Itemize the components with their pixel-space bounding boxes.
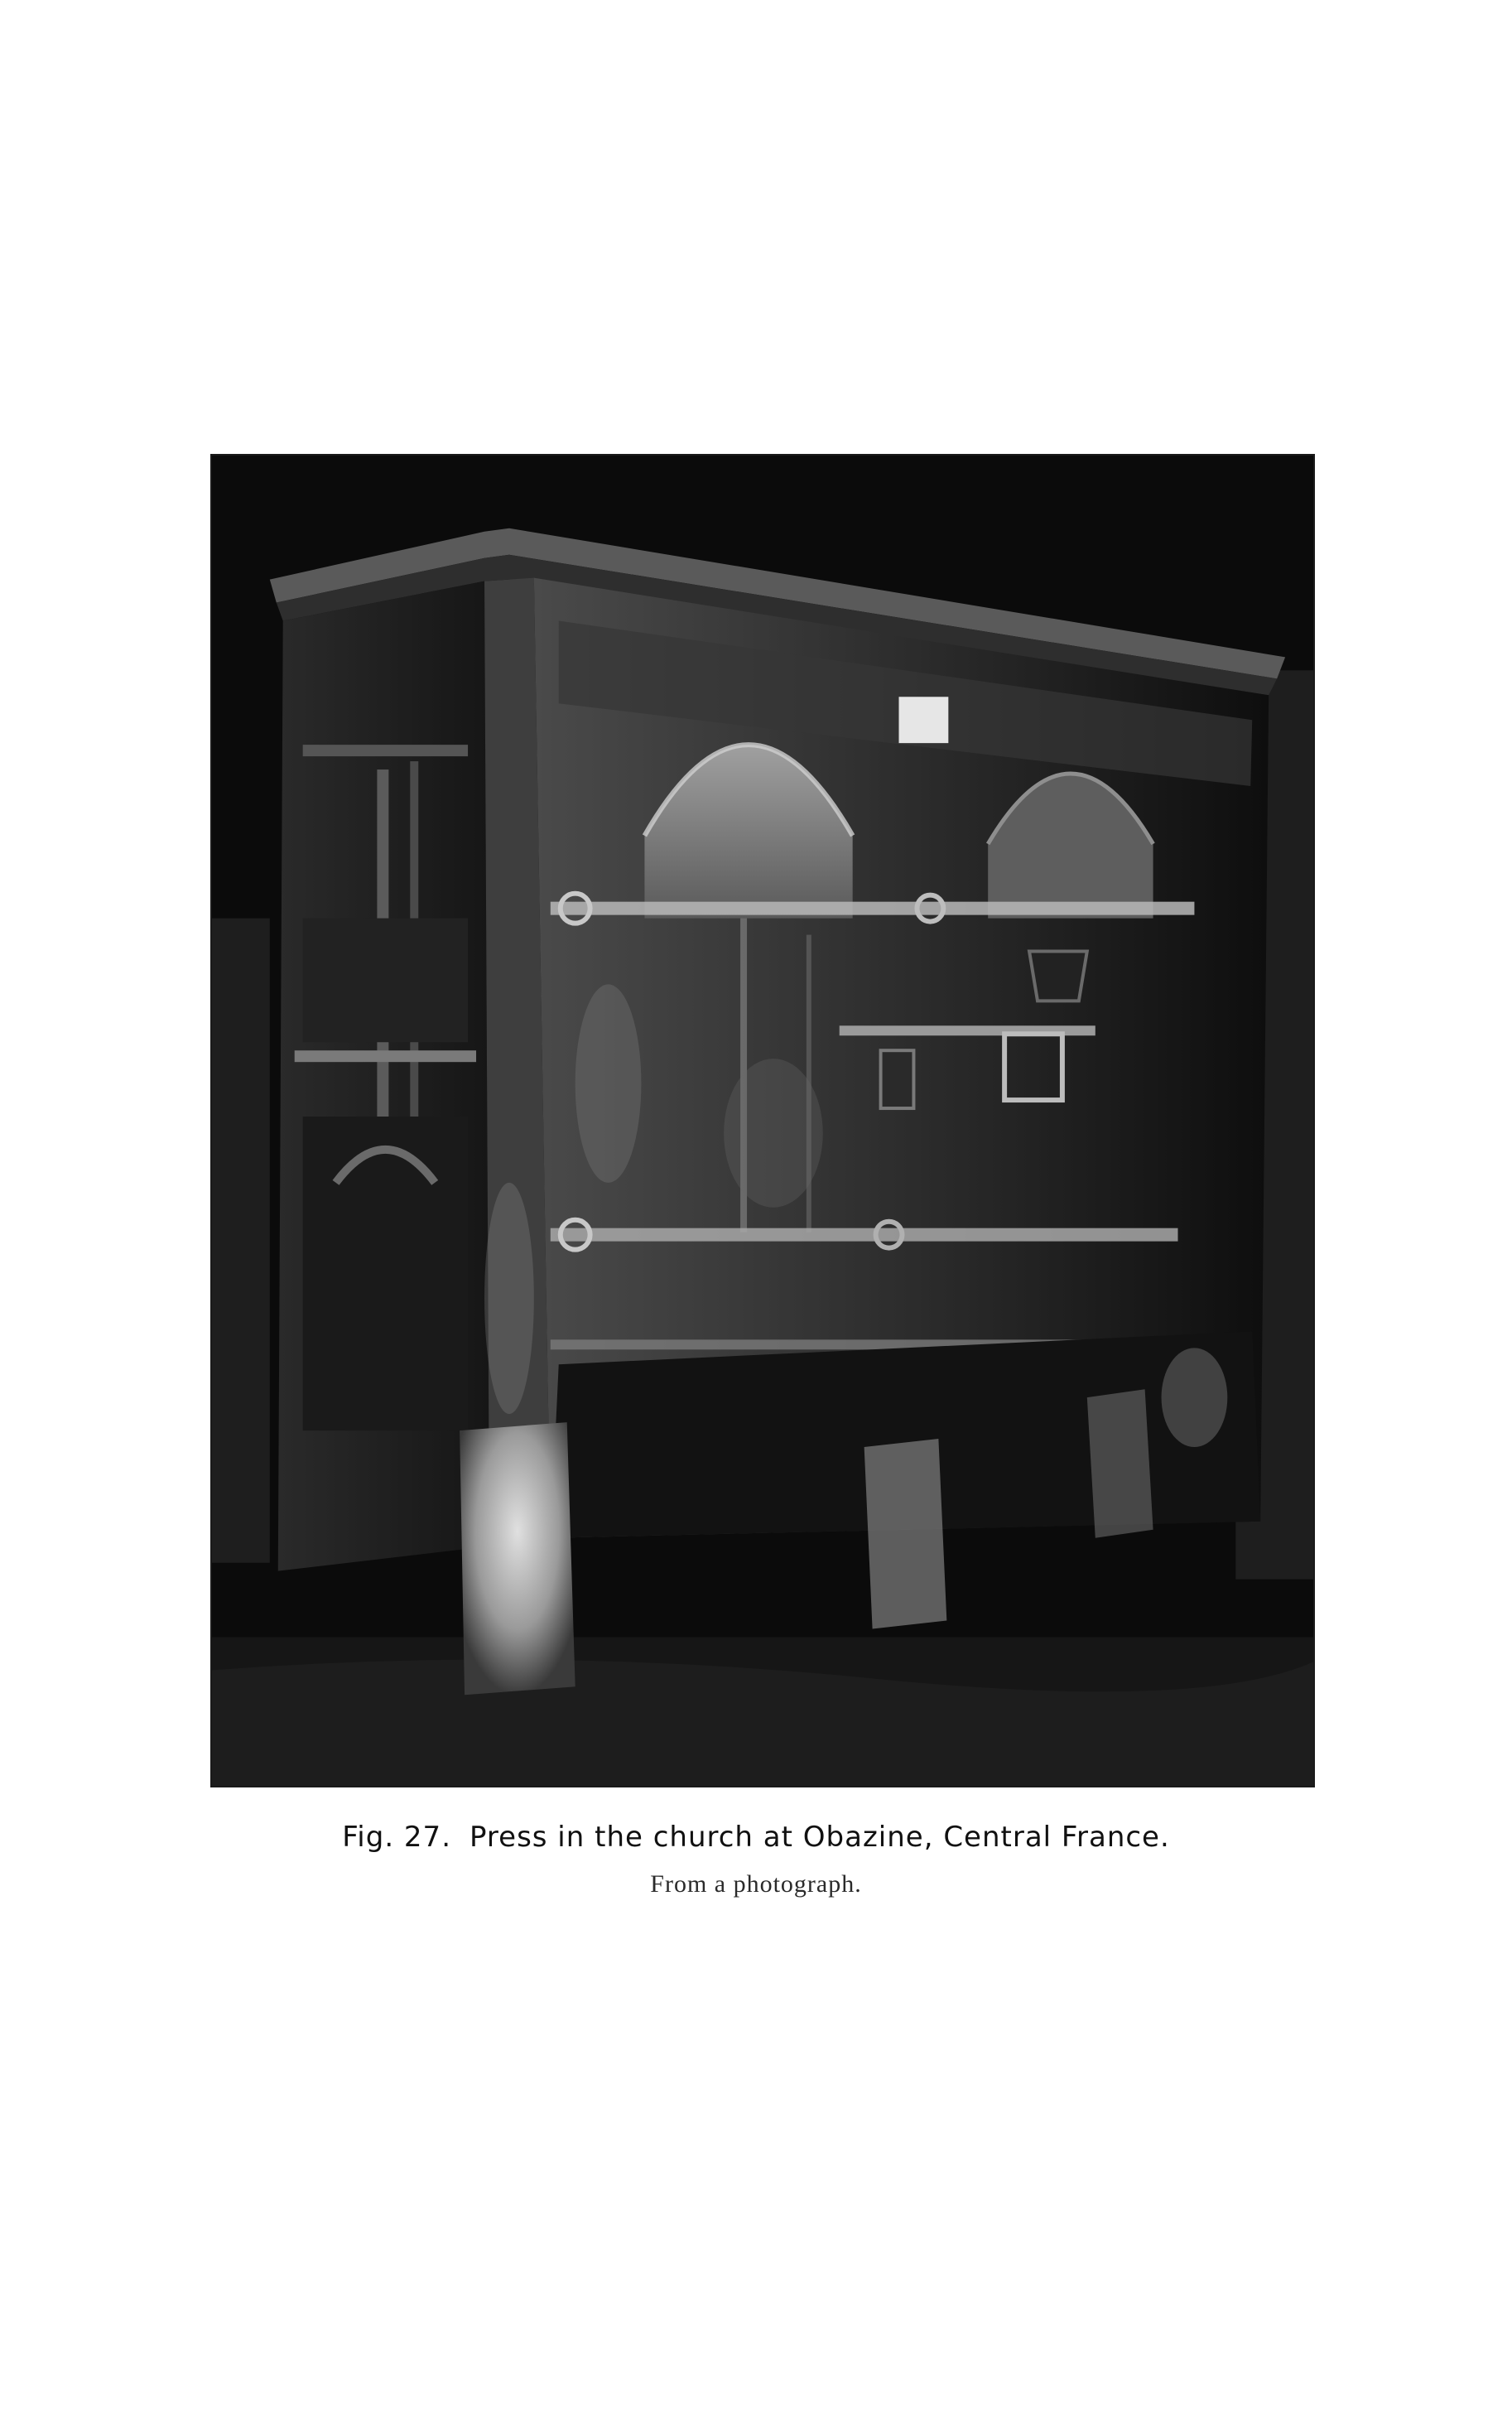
keyhole-plate	[881, 1050, 914, 1108]
side-rail-top	[303, 745, 468, 756]
iron-strap-upper	[551, 902, 1195, 915]
side-rail-mid	[295, 1050, 476, 1062]
background-wall-left	[212, 919, 270, 1563]
press-photograph-illustration	[212, 456, 1313, 1786]
wood-highlight-3	[484, 1183, 534, 1414]
back-right-leg	[1087, 1389, 1153, 1538]
wood-highlight-2	[724, 1059, 823, 1208]
figure-photograph	[210, 454, 1315, 1787]
iron-strap-lower	[551, 1228, 1178, 1242]
figure-label: Fig. 27.	[342, 1821, 452, 1854]
wood-highlight-1	[575, 984, 642, 1182]
front-left-leg	[460, 1422, 575, 1695]
figure-source-note: From a photograph.	[650, 1870, 862, 1898]
side-recess-upper	[303, 919, 468, 1043]
figure-caption	[0, 1821, 1512, 1854]
front-right-leg	[864, 1439, 947, 1628]
white-label-patch	[899, 697, 949, 743]
side-recess-lower	[303, 1117, 468, 1430]
figure-title: Press in the church at Obazine, Central France.	[469, 1821, 1170, 1854]
hanging-lock	[1029, 952, 1087, 1001]
wood-highlight-4	[1162, 1348, 1228, 1447]
